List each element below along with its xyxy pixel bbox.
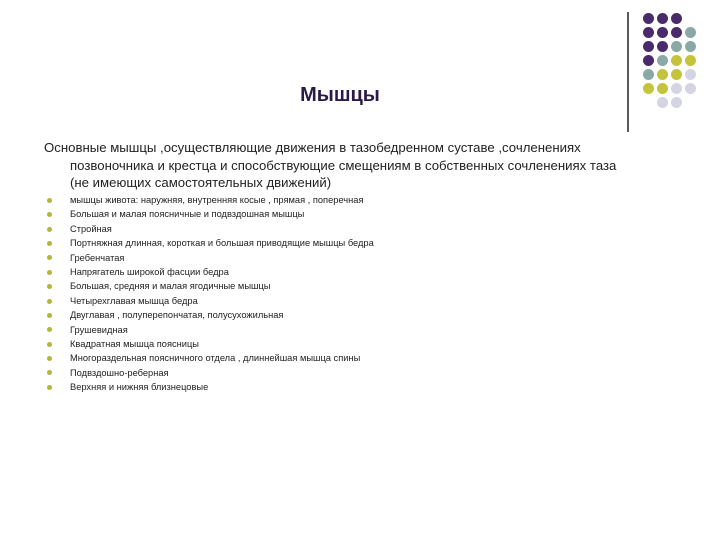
list-item-text: Большая, средняя и малая ягодичные мышцы [70, 281, 271, 292]
list-item [44, 222, 684, 236]
bullet-dot-icon [47, 284, 52, 289]
bullet-dot-icon [47, 385, 52, 390]
list-item-text: Напрягатель широкой фасции бедра [70, 266, 229, 277]
decor-dot [671, 27, 682, 38]
decor-dot [657, 27, 668, 38]
decor-dot [657, 55, 668, 66]
bullet-dot-icon [47, 356, 52, 361]
intro-line: позвоночника и крестца и способствующие смещениям в собственных сочленениях таза [70, 157, 617, 173]
decor-dot [657, 69, 668, 80]
list-item-text: Четырехглавая мышца бедра [70, 295, 198, 306]
bullet-dot-icon [47, 255, 52, 260]
list-item [44, 265, 684, 279]
decor-dot [671, 13, 682, 24]
decor-dot [671, 69, 682, 80]
muscle-list [44, 193, 684, 394]
decorative-vertical-line [627, 12, 629, 132]
intro-line: Основные мышцы ,осуществляющие движения в тазобедренном суставе ,сочленениях [44, 140, 581, 155]
slide-title: Мышцы [300, 84, 380, 106]
list-item [44, 294, 684, 308]
bullet-dot-icon [47, 212, 52, 217]
bullet-dot-icon [47, 313, 52, 318]
list-item-text: Грушевидная [70, 324, 128, 335]
bullet-dot-icon [47, 241, 52, 246]
decor-dot [671, 83, 682, 94]
list-item-text: Портняжная длинная, короткая и большая приводящие мышцы бедра [70, 238, 374, 249]
bullet-dot-icon [47, 198, 52, 203]
list-item [44, 366, 684, 380]
list-item [44, 193, 684, 207]
bullet-dot-icon [47, 227, 52, 232]
list-item-text: мышцы живота: наружняя, внутренняя косые , прямая , поперечная [70, 195, 364, 205]
decor-dot [671, 55, 682, 66]
intro-paragraph [44, 139, 704, 192]
list-item [44, 351, 684, 365]
decor-dot [643, 41, 654, 52]
decor-dot [657, 13, 668, 24]
bullet-dot-icon [47, 270, 52, 275]
list-item-text: Двуглавая , полуперепончатая, полусухожильная [70, 310, 284, 321]
bullet-dot-icon [47, 299, 52, 304]
list-item-text: Стройная [70, 223, 112, 234]
decor-dot [643, 83, 654, 94]
list-item [44, 337, 684, 351]
list-item [44, 323, 684, 337]
list-item [44, 380, 684, 394]
list-item-text: Многораздельная поясничного отдела , длиннейшая мышца спины [70, 353, 361, 364]
decor-dot [685, 41, 696, 52]
list-item-text: Большая и малая поясничные и подвздошная мышцы [70, 209, 305, 220]
bullet-dot-icon [47, 327, 52, 332]
decor-dot [657, 41, 668, 52]
list-item-text: Подвздошно-реберная [70, 367, 169, 378]
list-item [44, 308, 684, 322]
decor-dot [657, 97, 668, 108]
list-item-text: Гребенчатая [70, 252, 125, 263]
decor-dot [643, 55, 654, 66]
list-item [44, 207, 684, 221]
bullet-dot-icon [47, 342, 52, 347]
list-item [44, 279, 684, 293]
list-item [44, 236, 684, 250]
decor-dot [643, 13, 654, 24]
list-item [44, 251, 684, 265]
decor-dot [671, 41, 682, 52]
decor-dot [671, 97, 682, 108]
bullet-dot-icon [47, 370, 52, 375]
decor-dot [685, 27, 696, 38]
list-item-text: Верхняя и нижняя близнецовые [70, 382, 209, 393]
decor-dot [643, 27, 654, 38]
decor-dot [657, 83, 668, 94]
list-item-text: Квадратная мышца поясницы [70, 338, 199, 349]
decor-dot [685, 55, 696, 66]
decor-dot [643, 69, 654, 80]
decorative-dot-grid [640, 10, 720, 120]
decor-dot [685, 69, 696, 80]
decor-dot [685, 83, 696, 94]
intro-line: (не имеющих самостоятельных движений) [70, 175, 332, 190]
